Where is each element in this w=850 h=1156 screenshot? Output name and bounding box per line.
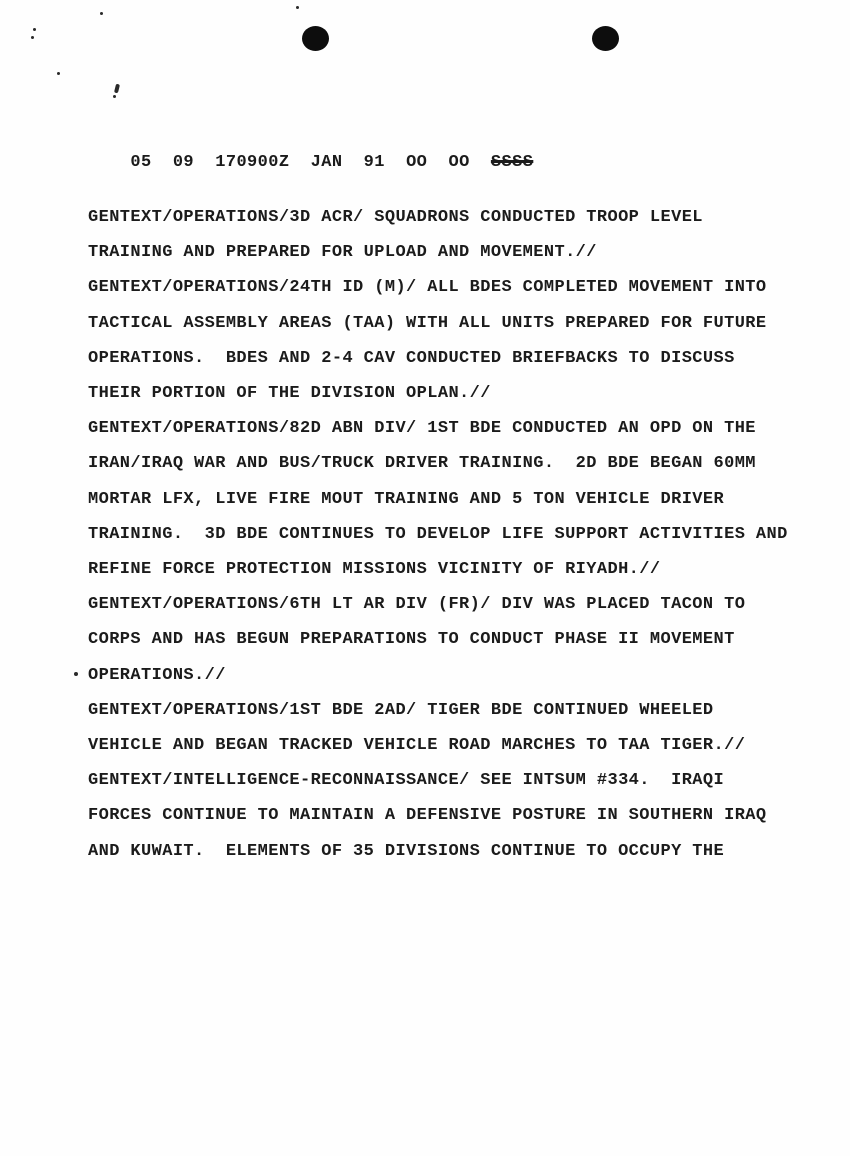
text-line: GENTEXT/INTELLIGENCE-RECONNAISSANCE/ SEE INTSUM #334. IRAQI	[88, 771, 725, 791]
scan-noise-mark	[31, 36, 34, 39]
header-dtg-text: 05 09 170900Z JAN 91 OO OO	[130, 153, 491, 172]
text-line: TACTICAL ASSEMBLY AREAS (TAA) WITH ALL UNITS PREPARED FOR FUTURE	[88, 313, 767, 333]
text-line: VEHICLE AND BEGAN TRACKED VEHICLE ROAD MARCHES TO TAA TIGER.//	[88, 736, 746, 756]
scan-noise-mark	[114, 84, 120, 94]
scan-noise-mark	[74, 672, 78, 676]
scan-noise-mark	[57, 72, 60, 75]
hole-punch-dot-right	[592, 26, 619, 51]
text-line: GENTEXT/OPERATIONS/6TH LT AR DIV (FR)/ DIV WAS PLACED TACON TO	[88, 595, 746, 615]
message-header-line	[88, 134, 533, 191]
text-line: MORTAR LFX, LIVE FIRE MOUT TRAINING AND 5 TON VEHICLE DRIVER	[88, 489, 725, 509]
text-line: OPERATIONS. BDES AND 2-4 CAV CONDUCTED BRIEFBACKS TO DISCUSS	[88, 348, 735, 368]
scan-noise-mark	[113, 95, 116, 98]
text-line: GENTEXT/OPERATIONS/3D ACR/ SQUADRONS CONDUCTED TROOP LEVEL	[88, 208, 703, 227]
text-line: TRAINING AND PREPARED FOR UPLOAD AND MOVEMENT.//	[88, 243, 597, 263]
scan-noise-mark	[296, 6, 299, 9]
text-line: CORPS AND HAS BEGUN PREPARATIONS TO CONDUCT PHASE II MOVEMENT	[88, 630, 735, 650]
hole-punch-dot-left	[302, 26, 329, 51]
text-line: GENTEXT/OPERATIONS/24TH ID (M)/ ALL BDES COMPLETED MOVEMENT INTO	[88, 278, 767, 298]
text-line: GENTEXT/OPERATIONS/82D ABN DIV/ 1ST BDE CONDUCTED AN OPD ON THE	[88, 419, 756, 439]
scan-noise-mark	[33, 28, 36, 31]
scan-noise-mark	[100, 12, 103, 15]
text-line: FORCES CONTINUE TO MAINTAIN A DEFENSIVE POSTURE IN SOUTHERN IRAQ	[88, 806, 767, 826]
header-struck-text: SSSS	[490, 153, 534, 172]
text-line: AND KUWAIT. ELEMENTS OF 35 DIVISIONS CONTINUE TO OCCUPY THE	[88, 841, 725, 861]
text-line: IRAN/IRAQ WAR AND BUS/TRUCK DRIVER TRAINING. 2D BDE BEGAN 60MM	[88, 454, 756, 474]
text-line: OPERATIONS.//	[88, 665, 226, 685]
text-line: TRAINING. 3D BDE CONTINUES TO DEVELOP LIFE SUPPORT ACTIVITIES AND	[88, 524, 788, 544]
text-line: REFINE FORCE PROTECTION MISSIONS VICINITY OF RIYADH.//	[88, 560, 661, 580]
text-line: GENTEXT/OPERATIONS/1ST BDE 2AD/ TIGER BDE CONTINUED WHEELED	[88, 700, 714, 720]
document-body	[88, 200, 808, 869]
text-line: THEIR PORTION OF THE DIVISION OPLAN.//	[88, 384, 491, 404]
